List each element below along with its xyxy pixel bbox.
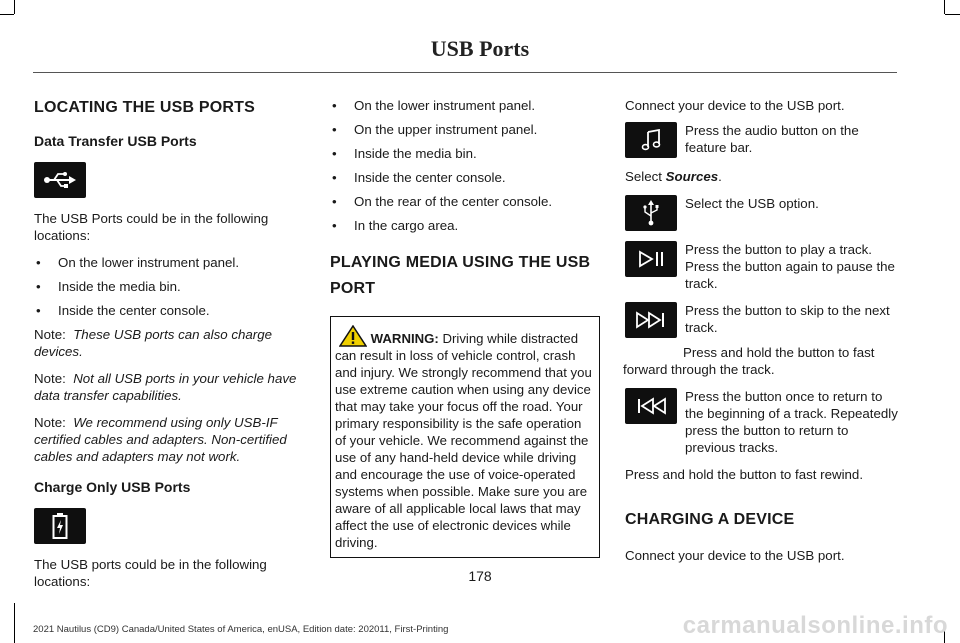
subheading-data-transfer: Data Transfer USB Ports [34,133,197,149]
note [34,414,304,465]
crop-mark [14,0,15,14]
select-sources [625,168,897,185]
step-skip-back [625,388,897,456]
list-item: • On the lower instrument panel. [34,254,304,271]
note-text: Not all USB ports in your vehicle have data transfer capabilities. [34,371,297,403]
step-text: Press the button to play a track. Press the button again to pause the track. [685,242,895,291]
list-item: • In the cargo area. [330,217,600,234]
note-label: Note: [34,371,66,386]
crop-mark [0,14,14,15]
list-item: • On the upper instrument panel. [330,121,600,138]
section-heading-charging: CHARGING A DEVICE [625,511,795,528]
footer-edition: 2021 Nautilus (CD9) Canada/United States of America, enUSA, Edition date: 202011, First-Printing [33,624,449,635]
skip-back-icon [625,388,677,424]
list-item: • On the rear of the center console. [330,193,600,210]
charge-intro: The USB ports could be in the following locations: [34,557,267,589]
column-left [34,97,304,600]
watermark: carmanualsonline.info [682,612,948,639]
usb-icon [34,162,86,198]
step-text: Press the audio button on the feature bar. [685,123,859,155]
rew-hold-instruction: Press and hold the button to fast rewind. [625,467,864,482]
note-text: We recommend using only USB-IF certified cables and adapters. Non-certified cables and adapters may not work. [34,415,287,464]
note-label: Note: [34,415,66,430]
warning-box [330,316,600,558]
list-item: • Inside the media bin. [34,278,304,295]
note-label: Note: [34,327,66,342]
crop-mark [14,603,15,643]
crop-mark [945,14,960,15]
music-note-icon [625,122,677,158]
ff-hold-instruction: Press and hold the button to fast forward through the track. [623,345,875,377]
select-suffix: . [718,169,722,184]
page-title: USB Ports [430,36,530,61]
section-heading-playing-media: PLAYING MEDIA USING THE USB PORT [330,254,591,297]
step-text: Press the button once to return to the beginning of a track. Repeatedly press the button to return to previous tracks. [685,389,898,455]
note-text: These USB ports can also charge devices. [34,327,273,359]
charging-instruction: Connect your device to the USB port. [625,548,845,563]
skip-next-icon [625,302,677,338]
list-item: • Inside the center console. [330,169,600,186]
play-pause-icon [625,241,677,277]
section-heading-locating: LOCATING THE USB PORTS [34,99,255,116]
page-number: 178 [468,568,492,584]
note [34,370,304,404]
list-item: • Inside the center console. [34,302,304,319]
list-item: • On the lower instrument panel. [330,97,600,114]
warning-text: Driving while distracted can result in loss of vehicle control, crash and injury. We strongly recommend that you use extreme caution when using any device that may take your focus off the road. Your primary responsibility is the safe operation of your vehicle. We recommend against the use of any hand-held device while driving and encourage the use of voice-operated systems when possible. Make sure you are aware of all applicable local laws that may affect the use of electronic devices while driving. [335,331,592,550]
battery-charge-icon [34,508,86,544]
note [34,326,304,360]
step-text: Select the USB option. [685,196,819,211]
list-item: • Inside the media bin. [330,145,600,162]
usb-trident-icon [625,195,677,231]
step-audio [625,122,897,158]
crop-mark [944,0,945,14]
warning-label: WARNING: [370,331,439,346]
step-play-pause [625,241,897,292]
step-usb-option [625,195,897,231]
subheading-charge-only: Charge Only USB Ports [34,479,191,495]
header-divider [33,72,897,73]
data-intro: The USB Ports could be in the following locations: [34,211,269,243]
column-right [625,97,897,574]
warning-triangle-icon [339,325,367,347]
step-text: Press the button to skip to the next track. [685,303,890,335]
column-middle [330,97,600,558]
select-word: Sources [665,169,719,184]
data-location-list [34,254,304,319]
charge-location-list [330,97,600,234]
select-prefix: Select [625,169,662,184]
step-skip-next [625,302,897,338]
connect-instruction: Connect your device to the USB port. [625,98,845,113]
